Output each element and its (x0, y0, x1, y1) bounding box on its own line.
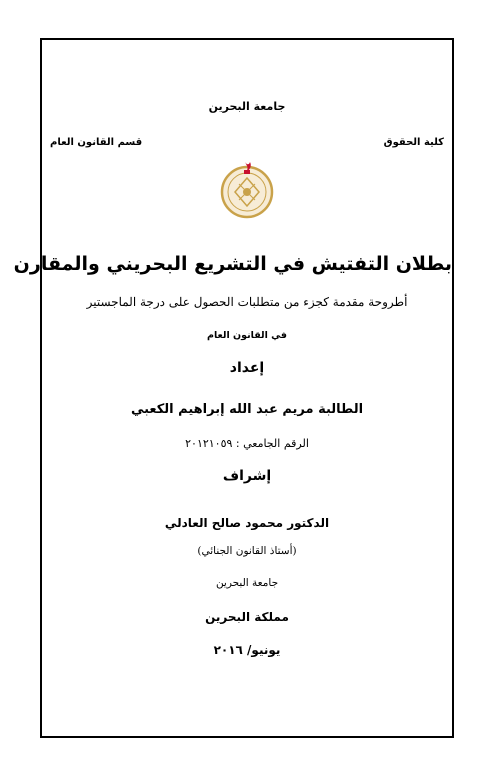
thesis-field: في القانون العام (206, 330, 288, 341)
thesis-subtitle: أطروحة مقدمة كجزء من متطلبات الحصول على درجة الماجستير (86, 295, 408, 309)
student-name: الطالبة مريم عبد الله إبراهيم الكعبي (130, 402, 364, 417)
seal-graphic (215, 156, 279, 220)
department-name: قسم القانون العام (50, 137, 143, 148)
thesis-title: بطلان التفتيش في التشريع البحريني والمقارن (13, 253, 452, 275)
student-id: الرقم الجامعي : ٢٠١٢١٠٥٩ (185, 437, 309, 450)
page-border (13, 38, 454, 738)
university-name: جامعة البحرين (208, 100, 286, 113)
submission-date: يونيو/ ٢٠١٦ (213, 643, 281, 657)
university-seal-icon (215, 156, 279, 220)
supervisor-university: جامعة البحرين (215, 577, 279, 589)
supervision-heading: إشراف (222, 468, 272, 484)
preparation-heading: إعداد (229, 360, 265, 376)
supervisor-name: الدكتور محمود صالح العادلي (164, 516, 330, 530)
country-name: مملكة البحرين (205, 610, 289, 624)
supervisor-role: (أستاذ القانون الجنائي) (197, 545, 297, 557)
faculty-name: كلية الحقوق (383, 137, 444, 148)
